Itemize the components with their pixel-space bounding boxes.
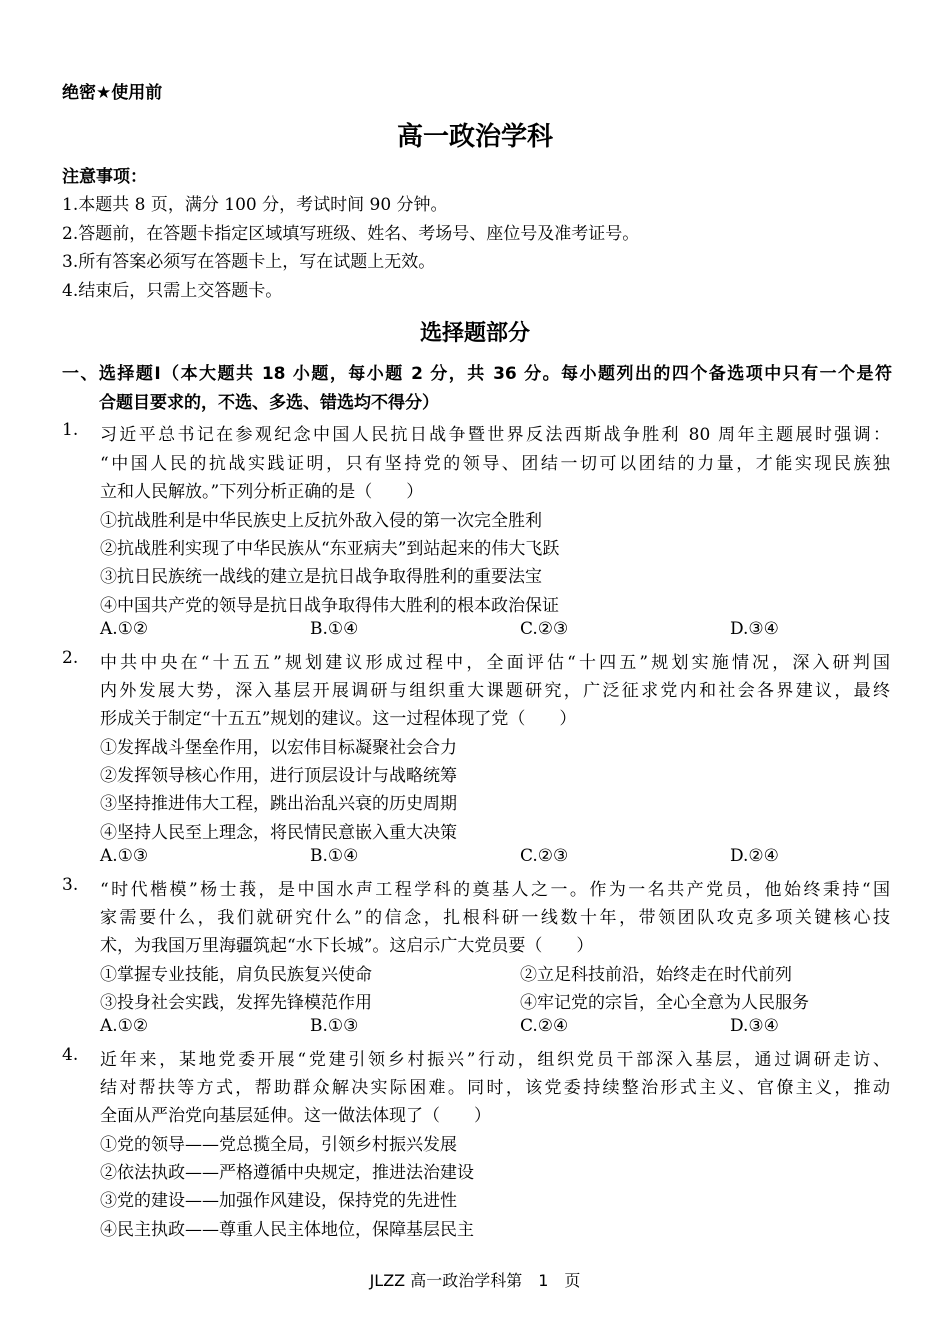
statement: ④民主执政——尊重人民主体地位，保障基层民主 bbox=[100, 1220, 474, 1240]
statement: ③党的建设——加强作风建设，保持党的先进性 bbox=[100, 1191, 457, 1211]
statement: ①掌握专业技能，肩负民族复兴使命 bbox=[100, 965, 372, 985]
question-stem-line: 立和人民解放。”下列分析正确的是（ ） bbox=[100, 482, 424, 502]
statement: ①发挥战斗堡垒作用，以宏伟目标凝聚社会合力 bbox=[100, 738, 457, 758]
statement: ①党的领导——党总揽全局，引领乡村振兴发展 bbox=[100, 1135, 457, 1155]
statement: ②立足科技前沿，始终走在时代前列 bbox=[520, 965, 792, 985]
notice-item: 1.本题共 8 页，满分 100 分，考试时间 90 分钟。 bbox=[62, 195, 448, 215]
statement: ②发挥领导核心作用，进行顶层设计与战略统筹 bbox=[100, 766, 457, 786]
question-stem-line: 形成关于制定“十五五”规划的建议。这一过程体现了党（ ） bbox=[100, 709, 577, 729]
question-number: 4. bbox=[62, 1045, 79, 1065]
option-b: B.①④ bbox=[310, 846, 359, 866]
question-stem-line: 术，为我国万里海疆筑起“水下长城”。这启示广大党员要（ ） bbox=[100, 936, 594, 956]
option-d: D.②④ bbox=[730, 846, 779, 866]
notice-item: 4.结束后，只需上交答题卡。 bbox=[62, 281, 283, 301]
statement: ①抗战胜利是中华民族史上反抗外敌入侵的第一次完全胜利 bbox=[100, 511, 542, 531]
part-heading-line: 合题目要求的，不选、多选、错选均不得分） bbox=[99, 392, 439, 413]
option-c: C.②③ bbox=[520, 619, 569, 639]
option-a: A.①② bbox=[100, 619, 149, 639]
option-d: D.③④ bbox=[730, 619, 779, 639]
statement: ③投身社会实践，发挥先锋模范作用 bbox=[100, 993, 372, 1013]
option-d: D.③④ bbox=[730, 1016, 779, 1036]
question-stem-line: 结对帮扶等方式，帮助群众解决实际困难。同时，该党委持续整治形式主义、官僚主义，推动 bbox=[100, 1078, 890, 1098]
statement: ②依法执政——严格遵循中央规定，推进法治建设 bbox=[100, 1163, 474, 1183]
question-stem-line: 全面从严治党向基层延伸。这一做法体现了（ ） bbox=[100, 1106, 491, 1126]
question-stem-line: 习近平总书记在参观纪念中国人民抗日战争暨世界反法西斯战争胜利 80 周年主题展时强调： bbox=[100, 425, 890, 445]
option-c: C.②④ bbox=[520, 1016, 569, 1036]
question-stem-line: “中国人民的抗战实践证明，只有坚持党的领导、团结一切可以团结的力量，才能实现民族独 bbox=[100, 454, 890, 474]
question-stem-line: 内外发展大势，深入基层开展调研与组织重大课题研究，广泛征求党内和社会各界建议，最终 bbox=[100, 681, 890, 701]
notice-title: 注意事项： bbox=[62, 167, 147, 187]
notice-item: 3.所有答案必须写在答题卡上，写在试题上无效。 bbox=[62, 252, 436, 272]
section-title: 选择题部分 bbox=[419, 321, 530, 346]
question-number: 3. bbox=[62, 875, 79, 895]
part-heading-line: 一、选择题Ⅰ（本大题共 18 小题，每小题 2 分，共 36 分。每小题列出的四个备选项中只有一个是符 bbox=[62, 364, 892, 384]
option-a: A.①② bbox=[100, 1016, 149, 1036]
statement: ②抗战胜利实现了中华民族从“东亚病夫”到站起来的伟大飞跃 bbox=[100, 539, 560, 559]
question-stem-line: “时代楷模”杨士莪，是中国水声工程学科的奠基人之一。作为一名共产党员，他始终秉持“国 bbox=[100, 880, 890, 900]
question-stem-line: 近年来，某地党委开展“党建引领乡村振兴”行动，组织党员干部深入基层，通过调研走访、 bbox=[100, 1050, 890, 1070]
part-heading bbox=[62, 360, 892, 417]
page-title: 高一政治学科 bbox=[396, 122, 553, 152]
option-b: B.①③ bbox=[310, 1016, 359, 1036]
statement: ③坚持推进伟大工程，跳出治乱兴衰的历史周期 bbox=[100, 794, 457, 814]
option-c: C.②③ bbox=[520, 846, 569, 866]
question-number: 1. bbox=[62, 420, 79, 440]
question-number: 2. bbox=[62, 648, 79, 668]
question-stem-line: 中共中央在“十五五”规划建议形成过程中，全面评估“十四五”规划实施情况，深入研判国 bbox=[100, 653, 890, 673]
secret-label: 绝密★使用前 bbox=[62, 83, 163, 103]
option-a: A.①③ bbox=[100, 846, 149, 866]
option-b: B.①④ bbox=[310, 619, 359, 639]
statement: ④牢记党的宗旨，全心全意为人民服务 bbox=[520, 993, 809, 1013]
statement: ④中国共产党的领导是抗日战争取得伟大胜利的根本政治保证 bbox=[100, 596, 559, 616]
statement: ④坚持人民至上理念，将民情民意嵌入重大决策 bbox=[100, 823, 457, 843]
question-stem-line: 家需要什么，我们就研究什么”的信念，扎根科研一线数十年，带领团队攻克多项关键核心技 bbox=[100, 908, 890, 928]
page-footer: JLZZ 高一政治学科第 1 页 bbox=[369, 1271, 581, 1290]
statement: ③抗日民族统一战线的建立是抗日战争取得胜利的重要法宝 bbox=[100, 567, 542, 587]
notice-item: 2.答题前，在答题卡指定区域填写班级、姓名、考场号、座位号及准考证号。 bbox=[62, 224, 640, 244]
